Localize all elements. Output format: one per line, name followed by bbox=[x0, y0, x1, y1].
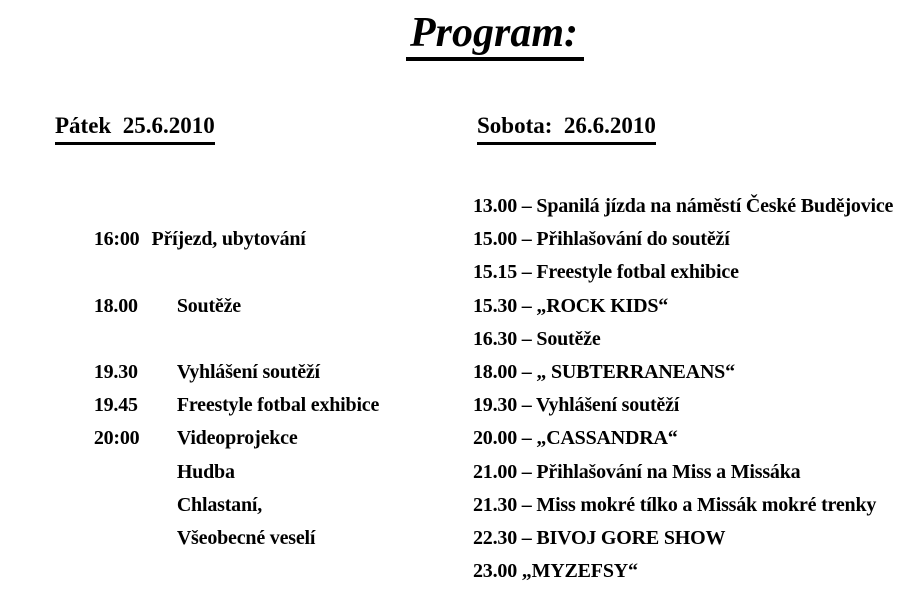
schedule-item: 15.00 – Přihlašování do soutěží bbox=[473, 228, 730, 251]
row-label: Freestyle fotbal exhibice bbox=[176, 394, 380, 417]
schedule-item: 22.30 – BIVOJ GORE SHOW bbox=[473, 526, 726, 549]
row-time: 16:00 bbox=[93, 228, 140, 251]
schedule-row bbox=[65, 256, 455, 317]
saturday-schedule bbox=[473, 190, 914, 588]
row-time: 19.30 bbox=[93, 360, 138, 383]
friday-schedule bbox=[65, 190, 455, 549]
row-label: Vyhlášení soutěží bbox=[176, 360, 320, 383]
row-time: 19.45 bbox=[93, 394, 138, 417]
row-label: Všeobecné veselí bbox=[176, 526, 316, 549]
schedule-item: 13.00 – Spanilá jízda na náměstí České Budějovice bbox=[473, 195, 894, 217]
schedule-item: 21.30 – Miss mokré tílko a Missák mokré trenky bbox=[473, 493, 877, 516]
row-label: Chlastaní, bbox=[176, 493, 263, 516]
schedule-item: 19.30 – Vyhlášení soutěží bbox=[473, 394, 680, 417]
schedule-item: 20.00 – „CASSANDRA“ bbox=[473, 427, 678, 450]
friday-header: Pátek 25.6.2010 bbox=[55, 112, 215, 145]
row-label: Příjezd, ubytování bbox=[151, 228, 306, 251]
page-title: Program: bbox=[406, 10, 584, 61]
schedule-item: 23.00 „MYZEFSY“ bbox=[473, 560, 638, 583]
schedule-item: 15.30 – „ROCK KIDS“ bbox=[473, 294, 669, 317]
row-label: Videoprojekce bbox=[176, 427, 298, 450]
schedule-item: 16.30 – Soutěže bbox=[473, 327, 601, 350]
schedule-item: 18.00 – „ SUBTERRANEANS“ bbox=[473, 360, 735, 383]
row-time: 18.00 bbox=[93, 294, 138, 317]
saturday-header: Sobota: 26.6.2010 bbox=[477, 112, 656, 145]
schedule-row bbox=[65, 323, 455, 383]
row-time: 20:00 bbox=[93, 427, 140, 450]
schedule-item: 15.15 – Freestyle fotbal exhibice bbox=[473, 261, 739, 284]
row-label: Hudba bbox=[176, 460, 235, 483]
row-label: Soutěže bbox=[176, 294, 241, 317]
schedule-row bbox=[65, 190, 455, 251]
schedule-item: 21.00 – Přihlašování na Miss a Missáka bbox=[473, 460, 801, 483]
